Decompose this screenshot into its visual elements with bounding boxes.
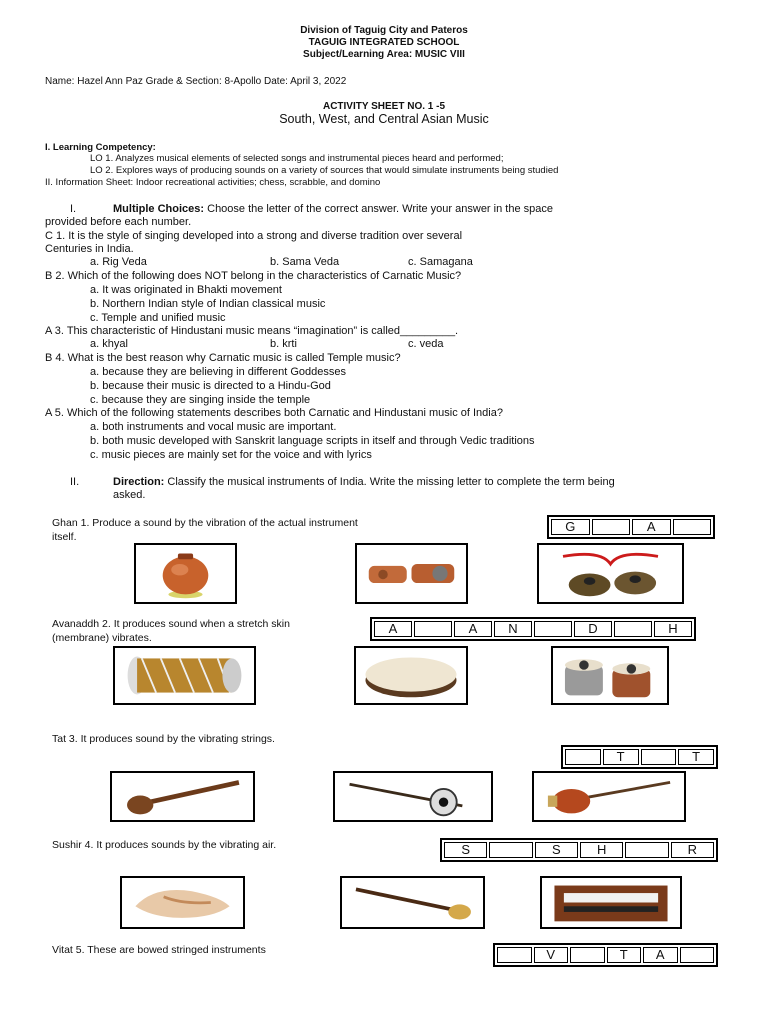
letter-box[interactable]: N — [494, 621, 532, 637]
harmonium-image — [540, 876, 682, 929]
letter-box[interactable] — [534, 621, 572, 637]
q4-option-b: b. because their music is directed to a Hindu-God — [90, 380, 331, 392]
letter-box[interactable]: S — [444, 842, 487, 858]
letter-box[interactable]: A — [643, 947, 678, 963]
q5-option-c: c. music pieces are mainly set for the voice and with lyrics — [90, 449, 372, 461]
letter-box[interactable] — [625, 842, 668, 858]
q3-option-a: a. khyal — [90, 338, 128, 350]
question-5: A 5. Which of the following statements describes both Carnatic and Hindustani music of India? — [45, 407, 503, 419]
item-3-letter-boxes — [561, 745, 718, 769]
division-title: Division of Taguig City and Pateros — [300, 25, 468, 36]
frame-drum-image — [354, 646, 468, 705]
q1-option-b: b. Sama Veda — [270, 256, 340, 268]
letter-box[interactable]: D — [574, 621, 612, 637]
question-2: B 2. Which of the following does NOT belong in the characteristics of Carnatic Music? — [45, 270, 462, 282]
activity-title: ACTIVITY SHEET NO. 1 -5 — [322, 101, 446, 112]
letter-box[interactable] — [570, 947, 605, 963]
letter-box[interactable]: A — [632, 519, 671, 535]
letter-box[interactable]: T — [603, 749, 639, 765]
letter-box[interactable]: V — [534, 947, 569, 963]
student-info: Name: Hazel Ann Paz Grade & Section: 8-Apollo Date: April 3, 2022 — [45, 76, 347, 87]
letter-box[interactable] — [614, 621, 652, 637]
q1-option-a: a. Rig Veda — [90, 256, 147, 268]
q4-option-a: a. because they are believing in different Goddesses — [90, 366, 347, 378]
letter-box[interactable]: H — [580, 842, 623, 858]
school-name: TAGUIG INTEGRATED SCHOOL — [308, 37, 460, 48]
shehnai-image — [340, 876, 485, 929]
item-3-text: Tat 3. It produces sound by the vibrating strings. — [52, 733, 275, 745]
part2-numeral: II. — [70, 476, 80, 488]
question-4: B 4. What is the best reason why Carnatic music is called Temple music? — [45, 352, 401, 364]
item-1-text: Ghan 1. Produce a sound by the vibration of the actual instrument — [52, 517, 358, 529]
item-1-text-cont: itself. — [52, 531, 77, 543]
competency-heading: I. Learning Competency: — [45, 142, 156, 153]
letter-box[interactable]: A — [374, 621, 412, 637]
item-4-letter-boxes — [440, 838, 718, 862]
letter-box[interactable]: T — [607, 947, 642, 963]
q5-option-a: a. both instruments and vocal music are important. — [90, 421, 337, 433]
q4-option-c: c. because they are singing inside the temple — [90, 394, 311, 406]
mridangam-drum-image — [113, 646, 256, 705]
letter-box[interactable]: T — [678, 749, 714, 765]
question-1: C 1. It is the style of singing developed into a strong and diverse tradition over several — [45, 230, 463, 242]
item-2-text: Avanaddh 2. It produces sound when a stretch skin — [52, 618, 290, 630]
letter-box[interactable] — [497, 947, 532, 963]
part2-directions: Direction: Classify the musical instruments of India. Write the missing letter to complete the term being — [113, 476, 615, 488]
question-3: A 3. This characteristic of Hindustani music means “imagination” is called_________. — [45, 325, 459, 337]
letter-box[interactable] — [592, 519, 631, 535]
part1-directions: Multiple Choices: Choose the letter of the correct answer. Write your answer in the space — [113, 203, 553, 215]
q2-option-c: c. Temple and unified music — [90, 312, 226, 324]
sitar-image — [110, 771, 255, 822]
conch-shell-image — [120, 876, 245, 929]
letter-box[interactable]: H — [654, 621, 692, 637]
item-5-letter-boxes — [493, 943, 718, 967]
subject-line: Subject/Learning Area: MUSIC VIII — [303, 49, 465, 60]
item-2-text-cont: (membrane) vibrates. — [52, 632, 152, 644]
letter-box[interactable] — [414, 621, 452, 637]
question-1-cont: Centuries in India. — [45, 243, 134, 255]
item-4-text: Sushir 4. It produces sounds by the vibrating air. — [52, 839, 277, 851]
q2-option-a: a. It was originated in Bhakti movement — [90, 284, 282, 296]
veena-banjo-image — [333, 771, 493, 822]
lo2-text: LO 2. Explores ways of producing sounds on a variety of sources that would simulate instruments being studied — [90, 165, 559, 176]
part2-directions-cont: asked. — [113, 489, 146, 501]
item-1-letter-boxes — [547, 515, 715, 539]
q3-option-c: c. veda — [408, 338, 444, 350]
letter-box[interactable]: G — [551, 519, 590, 535]
letter-box[interactable] — [489, 842, 532, 858]
clay-pot-ghatam-image — [134, 543, 237, 604]
letter-box[interactable] — [673, 519, 712, 535]
letter-box[interactable] — [680, 947, 715, 963]
letter-box[interactable]: R — [671, 842, 714, 858]
part1-directions-cont: provided before each number. — [45, 216, 192, 228]
item-5-text: Vitat 5. These are bowed stringed instruments — [52, 944, 266, 956]
ektara-image — [532, 771, 686, 822]
info-sheet-text: II. Information Sheet: Indoor recreational activities; chess, scrabble, and domino — [45, 177, 381, 188]
letter-box[interactable]: S — [535, 842, 578, 858]
q2-option-b: b. Northern Indian style of Indian classical music — [90, 298, 326, 310]
lo1-text: LO 1. Analyzes musical elements of selected songs and instrumental pieces heard and performed; — [90, 153, 504, 164]
tabla-drums-image — [551, 646, 669, 705]
letter-box[interactable] — [641, 749, 677, 765]
q1-option-c: c. Samagana — [408, 256, 473, 268]
hand-cymbals-image — [537, 543, 684, 604]
q3-option-b: b. krti — [270, 338, 297, 350]
part1-numeral: I. — [70, 203, 77, 215]
q5-option-b: b. both music developed with Sanskrit language scripts in itself and through Vedic traditions — [90, 435, 535, 447]
item-2-letter-boxes — [370, 617, 696, 641]
castanets-image — [355, 543, 468, 604]
letter-box[interactable] — [565, 749, 601, 765]
letter-box[interactable]: A — [454, 621, 492, 637]
activity-subtitle: South, West, and Central Asian Music — [279, 112, 489, 126]
